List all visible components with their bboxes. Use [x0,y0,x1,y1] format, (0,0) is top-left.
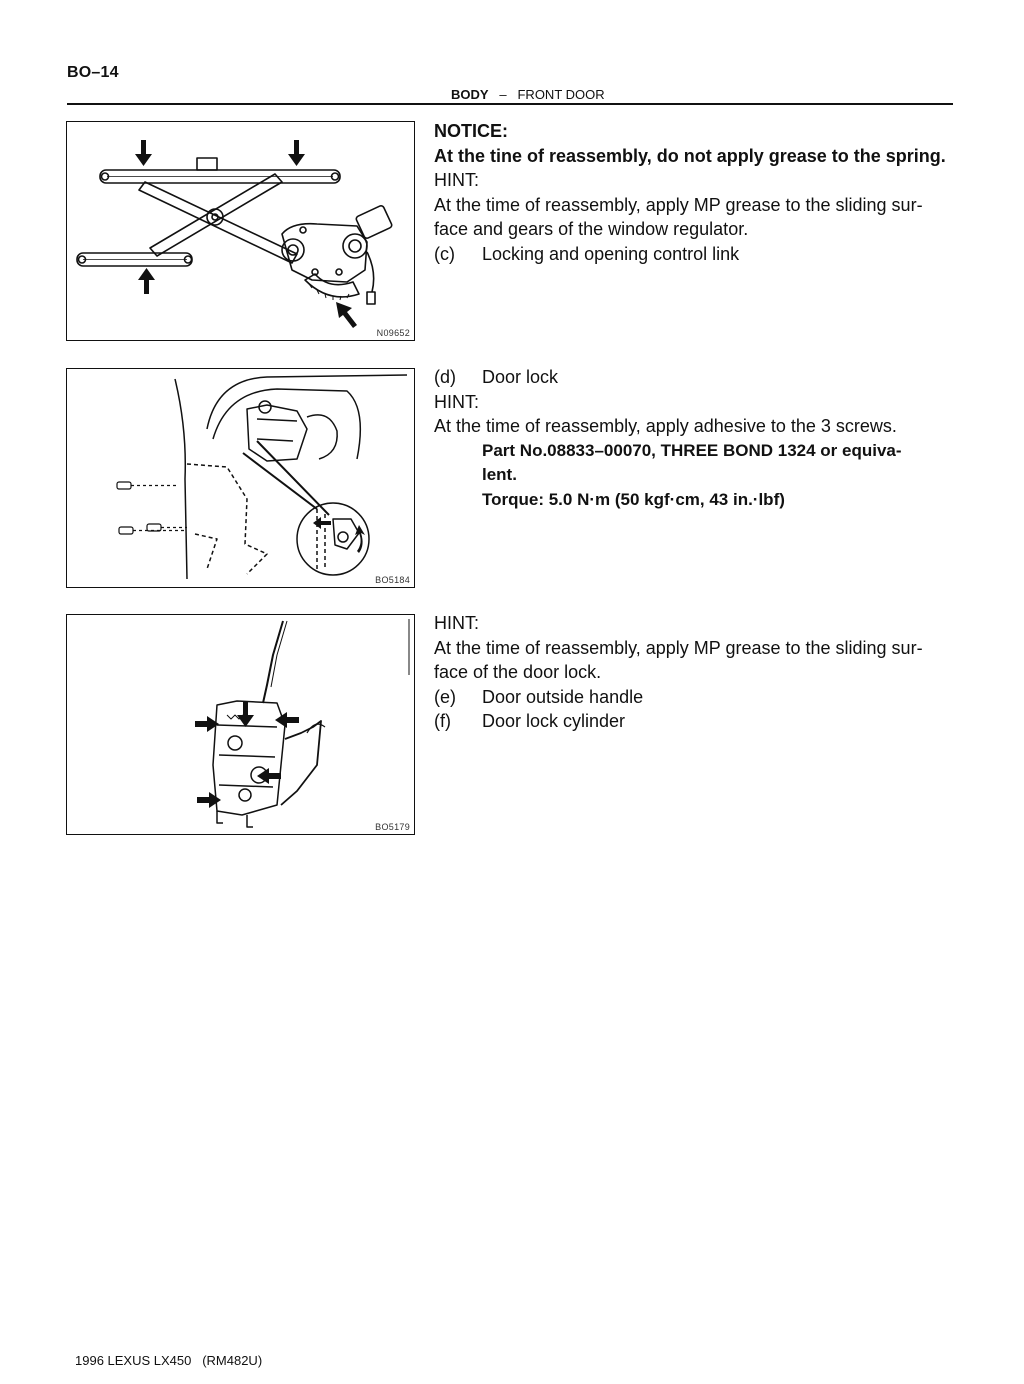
notice-label: NOTICE: [434,121,508,141]
step-d [434,365,964,390]
step-text: Locking and opening control link [482,243,740,264]
step-label: (e) [434,686,456,707]
figure-code: N09652 [376,328,410,338]
door-lock-drawing [67,615,414,834]
step-label: (f) [434,711,451,732]
part-number-line-2: lent. [482,465,517,485]
figure-door-lock [66,614,415,835]
figure-door-lock-screws [66,368,415,588]
door-lock-screws-drawing [67,369,414,587]
hint-label: HINT: [434,391,479,412]
section-separator: – [499,87,507,102]
hint-text-line-2: face and gears of the window regulator. [434,219,749,240]
hint-label: HINT: [434,613,479,633]
step-text: Door outside handle [482,686,644,707]
hint-text-line-2: face of the door lock. [434,662,602,683]
part-number-line-1: Part No.08833–00070, THREE BOND 1324 or equiva- [482,440,902,460]
step-text: Door lock [482,367,559,387]
notice-text: At the tine of reassembly, do not apply grease to the spring. [434,145,946,166]
hint-text: At the time of reassembly, apply adhesive to the 3 screws. [434,416,897,437]
window-regulator-drawing [67,122,414,340]
figure-code: BO5179 [375,822,410,832]
subsection-name: FRONT DOOR [517,87,605,102]
text-block-door-lock [434,611,964,734]
header-rule [67,103,953,105]
text-block-window-regulator [434,119,964,267]
page-number: BO–14 [67,64,119,81]
hint-text-line-1: At the time of reassembly, apply MP grease to the sliding sur- [434,194,923,215]
section-name: BODY [451,87,489,102]
hint-text-line-1: At the time of reassembly, apply MP grease to the sliding sur- [434,637,923,658]
step-label: (c) [434,243,455,264]
step-text: Door lock cylinder [482,711,626,732]
figure-code: BO5184 [375,575,410,585]
step-f [434,709,964,734]
torque-spec: Torque: 5.0 N·m (50 kgf·cm, 43 in.·lbf) [482,489,785,509]
section-heading [451,87,605,102]
figure-window-regulator [66,121,415,341]
hint-label: HINT: [434,170,479,191]
step-label: (d) [434,367,456,387]
page-footer: 1996 LEXUS LX450 (RM482U) [75,1353,263,1368]
step-e [434,685,964,710]
text-block-door-lock-screws [434,365,964,513]
step-c [434,242,964,267]
